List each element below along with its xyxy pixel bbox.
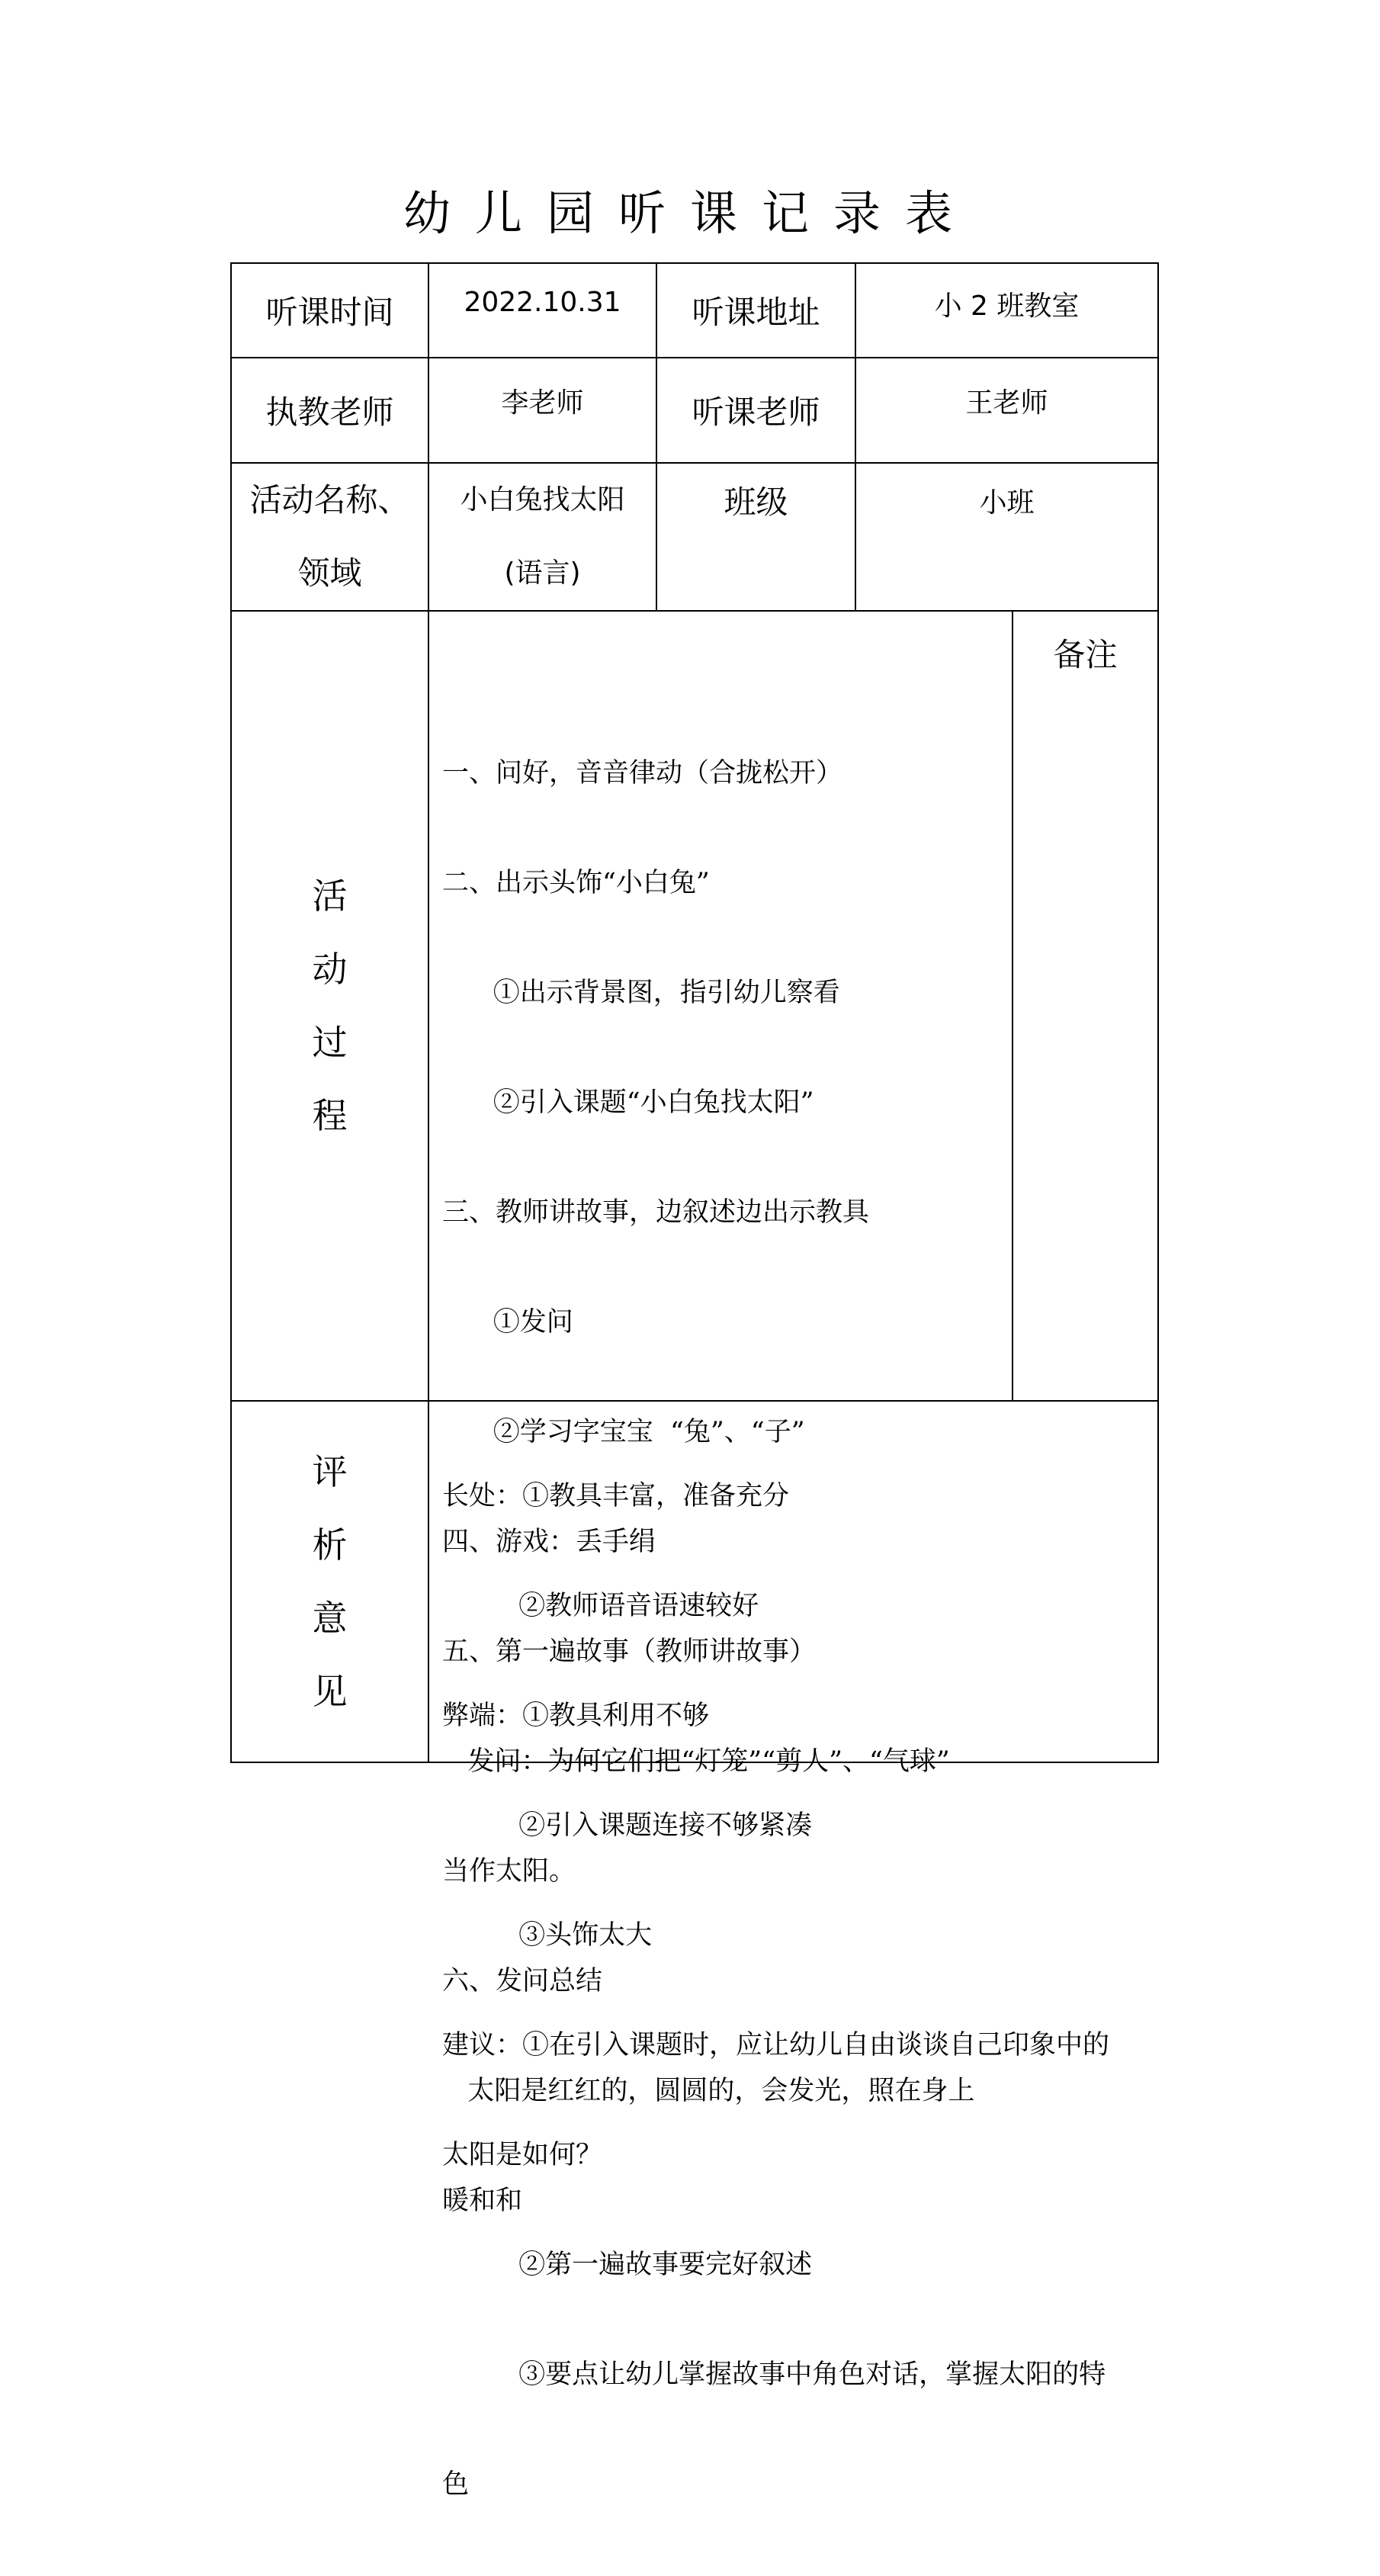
column-divider (1012, 610, 1013, 1400)
process-line: 暖和和 (442, 2186, 523, 2216)
process-line: ①发问 (442, 1307, 573, 1338)
evaluation-line: ②教师语音语速较好 (442, 1591, 759, 1621)
evaluation-content (442, 1405, 1159, 2576)
record-table (230, 262, 1159, 2500)
activity-name-value-line1: 小白兔找太阳 (460, 484, 625, 516)
evaluation-line: ③要点让幼儿掌握故事中角色对话，掌握太阳的特 (442, 2359, 1106, 2390)
evaluation-label (232, 1402, 428, 1762)
evaluation-line: ②第一遍故事要完好叙述 (442, 2250, 813, 2280)
activity-name-label-line2: 领域 (297, 554, 362, 592)
evaluation-line: 弊端：①教具利用不够 (442, 1701, 710, 1731)
activity-name-value-line2: (语言) (504, 557, 581, 589)
evaluation-line: ③头饰太大 (442, 1920, 653, 1951)
class-value: 小班 (979, 487, 1035, 519)
teaching-teacher-label: 执教老师 (265, 393, 394, 431)
process-line: 四、游戏：丢手绢 (442, 1527, 656, 1557)
process-line: ②学习字宝宝 “兔”、“子” (442, 1417, 805, 1447)
process-line: 当作太阳。 (442, 1856, 576, 1887)
evaluation-line: 太阳是如何？ (442, 2140, 603, 2170)
lecture-time-label: 听课时间 (265, 294, 394, 331)
process-line: 二、出示头饰“小白兔” (442, 868, 710, 898)
evaluation-line: 长处：①教具丰富，准备充分 (442, 1481, 790, 1511)
activity-process-label-char: 过 (312, 1022, 348, 1063)
process-line: 太阳是红红的，圆圆的，会发光，照在身上 (442, 2076, 975, 2106)
evaluation-line: 色 (442, 2469, 470, 2500)
activity-process-label-char: 活 (312, 875, 348, 917)
evaluation-line: ②引入课题连接不够紧凑 (442, 1810, 813, 1841)
activity-process-label-char: 程 (312, 1095, 348, 1136)
process-line: ①出示背景图，指引幼儿察看 (442, 978, 840, 1008)
process-line: 五、第一遍故事（教师讲故事） (442, 1636, 817, 1667)
activity-name-label (232, 464, 428, 610)
activity-process-label (232, 612, 428, 1400)
process-line: 一、问好，音音律动（合拢松开） (442, 758, 843, 789)
process-line: 六、发问总结 (442, 1966, 603, 1996)
process-line: 三、教师讲故事，边叙述边出示教具 (442, 1197, 870, 1228)
lecture-location-value: 小 2 班教室 (934, 290, 1080, 322)
process-line: 发问：为何它们把“灯笼”“剪人”、“气球” (442, 1746, 950, 1777)
lecture-time-value: 2022.10.31 (464, 286, 621, 318)
remarks-label: 备注 (1053, 636, 1118, 673)
lecture-location-label: 听课地址 (692, 294, 820, 331)
teaching-teacher-value: 李老师 (501, 387, 584, 419)
evaluation-label-char: 见 (312, 1671, 348, 1712)
activity-process-label-char: 动 (312, 949, 348, 990)
class-label: 班级 (724, 483, 788, 521)
process-line: ②引入课题“小白兔找太阳” (442, 1087, 814, 1118)
evaluation-label-char: 析 (312, 1524, 348, 1566)
evaluation-label-char: 评 (312, 1451, 348, 1492)
evaluation-label-char: 意 (312, 1598, 348, 1639)
activity-name-label-line1: 活动名称、 (249, 481, 410, 519)
observing-teacher-label: 听课老师 (692, 393, 820, 431)
observing-teacher-value: 王老师 (965, 387, 1048, 419)
evaluation-line: 建议：①在引入课题时，应让幼儿自由谈谈自己印象中的 (442, 2030, 1110, 2060)
page-title: 幼儿园听课记录表 (403, 185, 977, 241)
activity-name-value (429, 464, 656, 610)
